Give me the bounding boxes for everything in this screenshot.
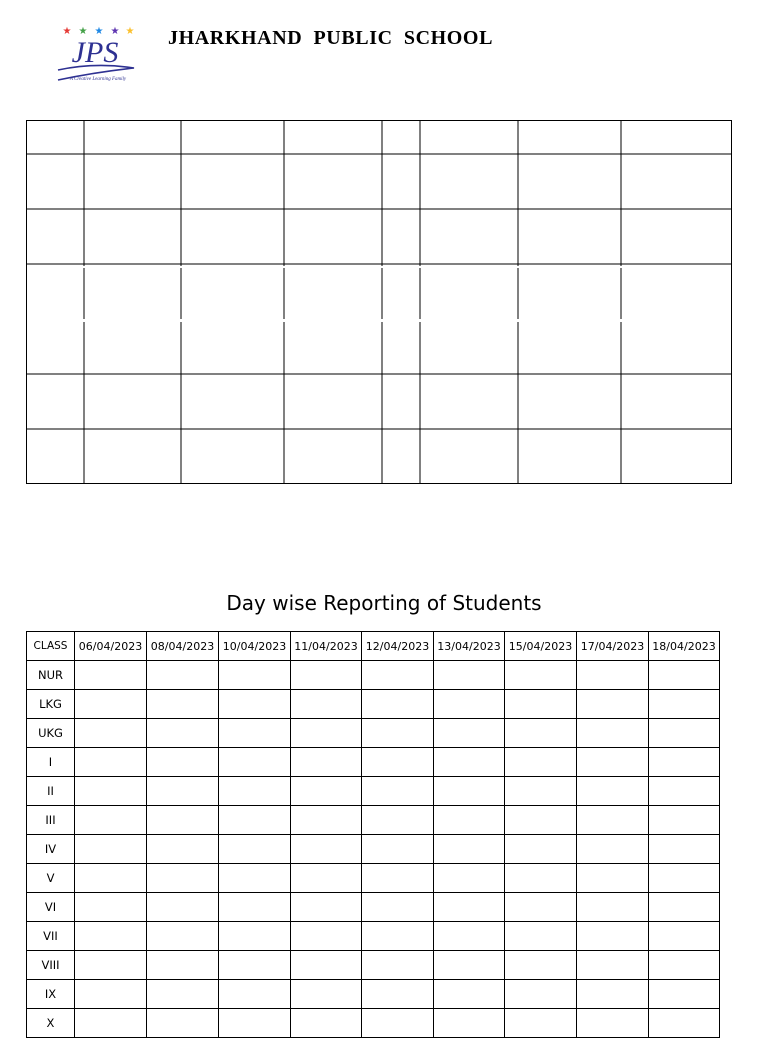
- empty-cell: [649, 951, 720, 980]
- logo-tagline: A Creative Learning Family: [69, 77, 127, 82]
- empty-cell: [291, 1009, 362, 1038]
- empty-cell: [291, 835, 362, 864]
- empty-cell: [219, 690, 291, 719]
- empty-cell: [577, 661, 649, 690]
- empty-cell: [291, 864, 362, 893]
- empty-cell: [434, 893, 505, 922]
- column-header-date: 13/04/2023: [434, 632, 505, 661]
- class-label: X: [27, 1009, 75, 1038]
- empty-cell: [219, 864, 291, 893]
- empty-cell: [505, 951, 577, 980]
- empty-cell: [291, 748, 362, 777]
- empty-cell: [147, 922, 219, 951]
- empty-cell: [577, 864, 649, 893]
- table-row: [27, 777, 720, 806]
- empty-cell: [362, 690, 434, 719]
- empty-cell: [577, 719, 649, 748]
- empty-cell: [362, 1009, 434, 1038]
- empty-cell: [434, 980, 505, 1009]
- class-label: UKG: [27, 719, 75, 748]
- star-icon: ★: [110, 26, 120, 37]
- empty-cell: [577, 980, 649, 1009]
- empty-cell: [434, 864, 505, 893]
- empty-cell: [434, 748, 505, 777]
- star-icon: ★: [125, 26, 135, 37]
- empty-cell: [577, 893, 649, 922]
- empty-cell: [434, 661, 505, 690]
- empty-cell: [362, 980, 434, 1009]
- table-row: [27, 748, 720, 777]
- empty-cell: [147, 719, 219, 748]
- empty-cell: [434, 806, 505, 835]
- column-header-date: 15/04/2023: [505, 632, 577, 661]
- empty-cell: [577, 777, 649, 806]
- school-logo: [50, 22, 140, 86]
- empty-cell: [577, 835, 649, 864]
- star-icon: ★: [62, 26, 72, 37]
- table-row: [27, 1009, 720, 1038]
- column-header-date: 06/04/2023: [75, 632, 147, 661]
- empty-cell: [505, 661, 577, 690]
- empty-cell: [291, 661, 362, 690]
- empty-cell: [147, 748, 219, 777]
- empty-cell: [577, 951, 649, 980]
- empty-cell: [219, 922, 291, 951]
- empty-cell: [147, 661, 219, 690]
- class-label: VI: [27, 893, 75, 922]
- empty-cell: [219, 777, 291, 806]
- empty-cell: [505, 864, 577, 893]
- column-header-date: 12/04/2023: [362, 632, 434, 661]
- empty-cell: [147, 835, 219, 864]
- column-header-date: 10/04/2023: [219, 632, 291, 661]
- class-label: IX: [27, 980, 75, 1009]
- blank-timetable-grid: [26, 120, 732, 484]
- column-header-date: 17/04/2023: [577, 632, 649, 661]
- empty-cell: [147, 864, 219, 893]
- empty-cell: [219, 980, 291, 1009]
- empty-cell: [649, 661, 720, 690]
- empty-cell: [434, 777, 505, 806]
- empty-cell: [75, 893, 147, 922]
- class-label: II: [27, 777, 75, 806]
- empty-cell: [291, 719, 362, 748]
- day-wise-reporting-table: [26, 631, 720, 1038]
- empty-cell: [649, 922, 720, 951]
- empty-cell: [434, 835, 505, 864]
- empty-cell: [75, 748, 147, 777]
- empty-cell: [362, 777, 434, 806]
- table-row: [27, 661, 720, 690]
- empty-cell: [291, 893, 362, 922]
- empty-cell: [505, 922, 577, 951]
- class-label: VII: [27, 922, 75, 951]
- empty-cell: [291, 806, 362, 835]
- empty-cell: [362, 748, 434, 777]
- empty-cell: [147, 806, 219, 835]
- empty-cell: [505, 835, 577, 864]
- empty-cell: [219, 719, 291, 748]
- empty-cell: [75, 661, 147, 690]
- star-icon: ★: [78, 26, 88, 37]
- empty-cell: [147, 980, 219, 1009]
- empty-cell: [362, 806, 434, 835]
- empty-cell: [649, 835, 720, 864]
- empty-cell: [649, 893, 720, 922]
- class-label: V: [27, 864, 75, 893]
- table-row: [27, 719, 720, 748]
- empty-cell: [362, 661, 434, 690]
- empty-cell: [649, 980, 720, 1009]
- empty-cell: [362, 951, 434, 980]
- empty-cell: [505, 690, 577, 719]
- empty-cell: [147, 951, 219, 980]
- empty-cell: [75, 719, 147, 748]
- empty-cell: [505, 777, 577, 806]
- empty-cell: [75, 835, 147, 864]
- empty-cell: [577, 748, 649, 777]
- empty-cell: [362, 719, 434, 748]
- empty-cell: [75, 690, 147, 719]
- empty-cell: [505, 1009, 577, 1038]
- column-header-date: 08/04/2023: [147, 632, 219, 661]
- empty-cell: [75, 864, 147, 893]
- empty-cell: [291, 980, 362, 1009]
- empty-cell: [577, 690, 649, 719]
- empty-cell: [649, 806, 720, 835]
- empty-cell: [505, 893, 577, 922]
- empty-cell: [434, 690, 505, 719]
- empty-cell: [434, 1009, 505, 1038]
- empty-cell: [291, 922, 362, 951]
- table-row: [27, 951, 720, 980]
- empty-cell: [75, 777, 147, 806]
- empty-cell: [75, 951, 147, 980]
- empty-cell: [75, 980, 147, 1009]
- table-row: [27, 980, 720, 1009]
- table-row: [27, 864, 720, 893]
- empty-cell: [649, 777, 720, 806]
- empty-cell: [649, 864, 720, 893]
- column-header-date: 18/04/2023: [649, 632, 720, 661]
- empty-cell: [434, 922, 505, 951]
- empty-cell: [649, 690, 720, 719]
- table-header-row: [27, 632, 720, 661]
- column-header-date: 11/04/2023: [291, 632, 362, 661]
- table-row: [27, 835, 720, 864]
- empty-cell: [505, 980, 577, 1009]
- class-label: III: [27, 806, 75, 835]
- empty-cell: [219, 748, 291, 777]
- report-title: Day wise Reporting of Students: [226, 591, 542, 615]
- empty-cell: [577, 806, 649, 835]
- empty-cell: [75, 922, 147, 951]
- empty-cell: [219, 893, 291, 922]
- empty-cell: [147, 777, 219, 806]
- column-header-class: CLASS: [27, 632, 75, 661]
- empty-cell: [649, 1009, 720, 1038]
- empty-cell: [219, 835, 291, 864]
- empty-cell: [147, 893, 219, 922]
- empty-cell: [434, 719, 505, 748]
- empty-cell: [505, 719, 577, 748]
- empty-cell: [362, 893, 434, 922]
- empty-cell: [434, 951, 505, 980]
- empty-cell: [147, 690, 219, 719]
- table-row: [27, 922, 720, 951]
- table-row: [27, 806, 720, 835]
- empty-cell: [362, 864, 434, 893]
- table-row: [27, 893, 720, 922]
- empty-cell: [577, 1009, 649, 1038]
- empty-cell: [75, 806, 147, 835]
- empty-cell: [219, 1009, 291, 1038]
- empty-cell: [505, 748, 577, 777]
- empty-cell: [219, 806, 291, 835]
- class-label: NUR: [27, 661, 75, 690]
- empty-cell: [147, 1009, 219, 1038]
- empty-cell: [291, 777, 362, 806]
- empty-cell: [291, 690, 362, 719]
- empty-cell: [505, 806, 577, 835]
- class-label: I: [27, 748, 75, 777]
- school-name: JHARKHAND PUBLIC SCHOOL: [168, 27, 494, 49]
- empty-cell: [362, 835, 434, 864]
- class-label: VIII: [27, 951, 75, 980]
- empty-cell: [649, 748, 720, 777]
- empty-cell: [362, 922, 434, 951]
- empty-cell: [649, 719, 720, 748]
- class-label: LKG: [27, 690, 75, 719]
- empty-cell: [219, 951, 291, 980]
- logo-text: JPS: [71, 36, 119, 69]
- empty-cell: [219, 661, 291, 690]
- empty-cell: [75, 1009, 147, 1038]
- table-row: [27, 690, 720, 719]
- empty-cell: [577, 922, 649, 951]
- star-icon: ★: [94, 26, 104, 37]
- class-label: IV: [27, 835, 75, 864]
- empty-cell: [291, 951, 362, 980]
